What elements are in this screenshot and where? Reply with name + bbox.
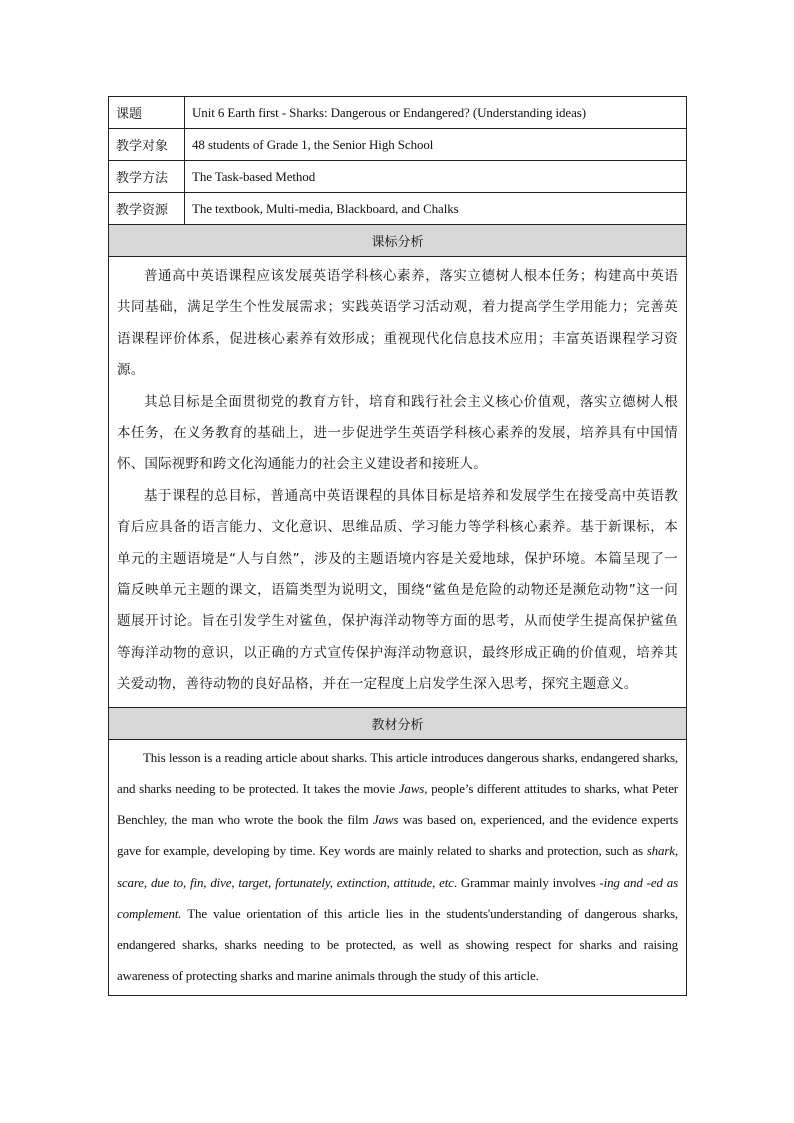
curriculum-analysis-body bbox=[109, 257, 687, 708]
paragraph: 基于课程的总目标，普通高中英语课程的具体目标是培养和发展学生在接受高中英语教育后应具备的语言能力、文化意识、思维品质、学习能力等学科核心素养。基于新课标，本单元的主题语境是“人与自然”，涉及的主题语境内容是关爱地球，保护环境。本篇呈现了一篇反映单元主题的课文，语篇类型为说明文，围绕“鲨鱼是危险的动物还是濒危动物”这一问题展开讨论。旨在引发学生对鲨鱼，保护海洋动物等方面的思考，从而使学生提高保护鲨鱼等海洋动物的意识，以正确的方式宣传保护海洋动物意识，最终形成正确的价值观，培养其关爱动物，善待动物的良好品格，并在一定程度上启发学生深入思考，探究主题意义。 bbox=[117, 487, 678, 693]
text-run: was based on, experienced, and the evidence experts gave for example, developing by time. Key words are mainly related to sharks and protection, such as bbox=[117, 812, 678, 859]
row-value-audience: 48 students of Grade 1, the Senior High School bbox=[185, 129, 687, 161]
lesson-plan-table bbox=[108, 96, 687, 996]
italic-movie-title: Jaws bbox=[372, 812, 399, 828]
table-row bbox=[109, 161, 687, 193]
table-row bbox=[109, 129, 687, 161]
italic-key-words: shark, scare, due to, fin, dive, target, fortunately, extinction, attitude, etc bbox=[117, 843, 678, 890]
paragraph bbox=[117, 742, 678, 992]
row-value-resources: The textbook, Multi-media, Blackboard, and Chalks bbox=[185, 193, 687, 225]
section-heading-material: 教材分析 bbox=[109, 707, 687, 739]
row-value-topic: Unit 6 Earth first - Sharks: Dangerous or Endangered? (Understanding ideas) bbox=[185, 97, 687, 129]
text-run: The value orientation of this article lies in the students'understanding of dangerous sharks, endangered sharks, sharks needing to be protected, as well as showing respect for sharks and raising awareness of protecting sharks and marine animals through the study of this article. bbox=[117, 905, 678, 984]
row-label-resources: 教学资源 bbox=[109, 193, 185, 225]
italic-movie-title: Jaws bbox=[398, 780, 425, 796]
row-label-method: 教学方法 bbox=[109, 161, 185, 193]
paragraph: 普通高中英语课程应该发展英语学科核心素养，落实立德树人根本任务；构建高中英语共同基础，满足学生个性发展需求；实践英语学习活动观，着力提高学生学用能力；完善英语课程评价体系，促进核心素养有效形成；重视现代化信息技术应用；丰富英语课程学习资源。 bbox=[117, 268, 678, 379]
italic-grammar: -ing and -ed as complement. bbox=[117, 874, 678, 921]
text-run: . Grammar mainly involves bbox=[453, 874, 600, 890]
text-run: This lesson is a reading article about sharks. This article introduces dangerous sharks, endangered sharks, and sharks needing to be protected. It takes the movie bbox=[117, 749, 678, 796]
section-heading-curriculum: 课标分析 bbox=[109, 225, 687, 257]
row-label-topic: 课题 bbox=[109, 97, 185, 129]
paragraph: 其总目标是全面贯彻党的教育方针，培育和践行社会主义核心价值观，落实立德树人根本任务，在义务教育的基础上，进一步促进学生英语学科核心素养的发展，培养具有中国情怀、国际视野和跨文化沟通能力的社会主义建设者和接班人。 bbox=[117, 393, 678, 473]
row-label-audience: 教学对象 bbox=[109, 129, 185, 161]
text-run: , people’s different attitudes to sharks, what Peter Benchley, the man who wrote the book the film bbox=[117, 780, 678, 828]
row-value-method: The Task-based Method bbox=[185, 161, 687, 193]
material-analysis-body bbox=[109, 739, 687, 996]
table-row bbox=[109, 97, 687, 129]
table-row bbox=[109, 193, 687, 225]
